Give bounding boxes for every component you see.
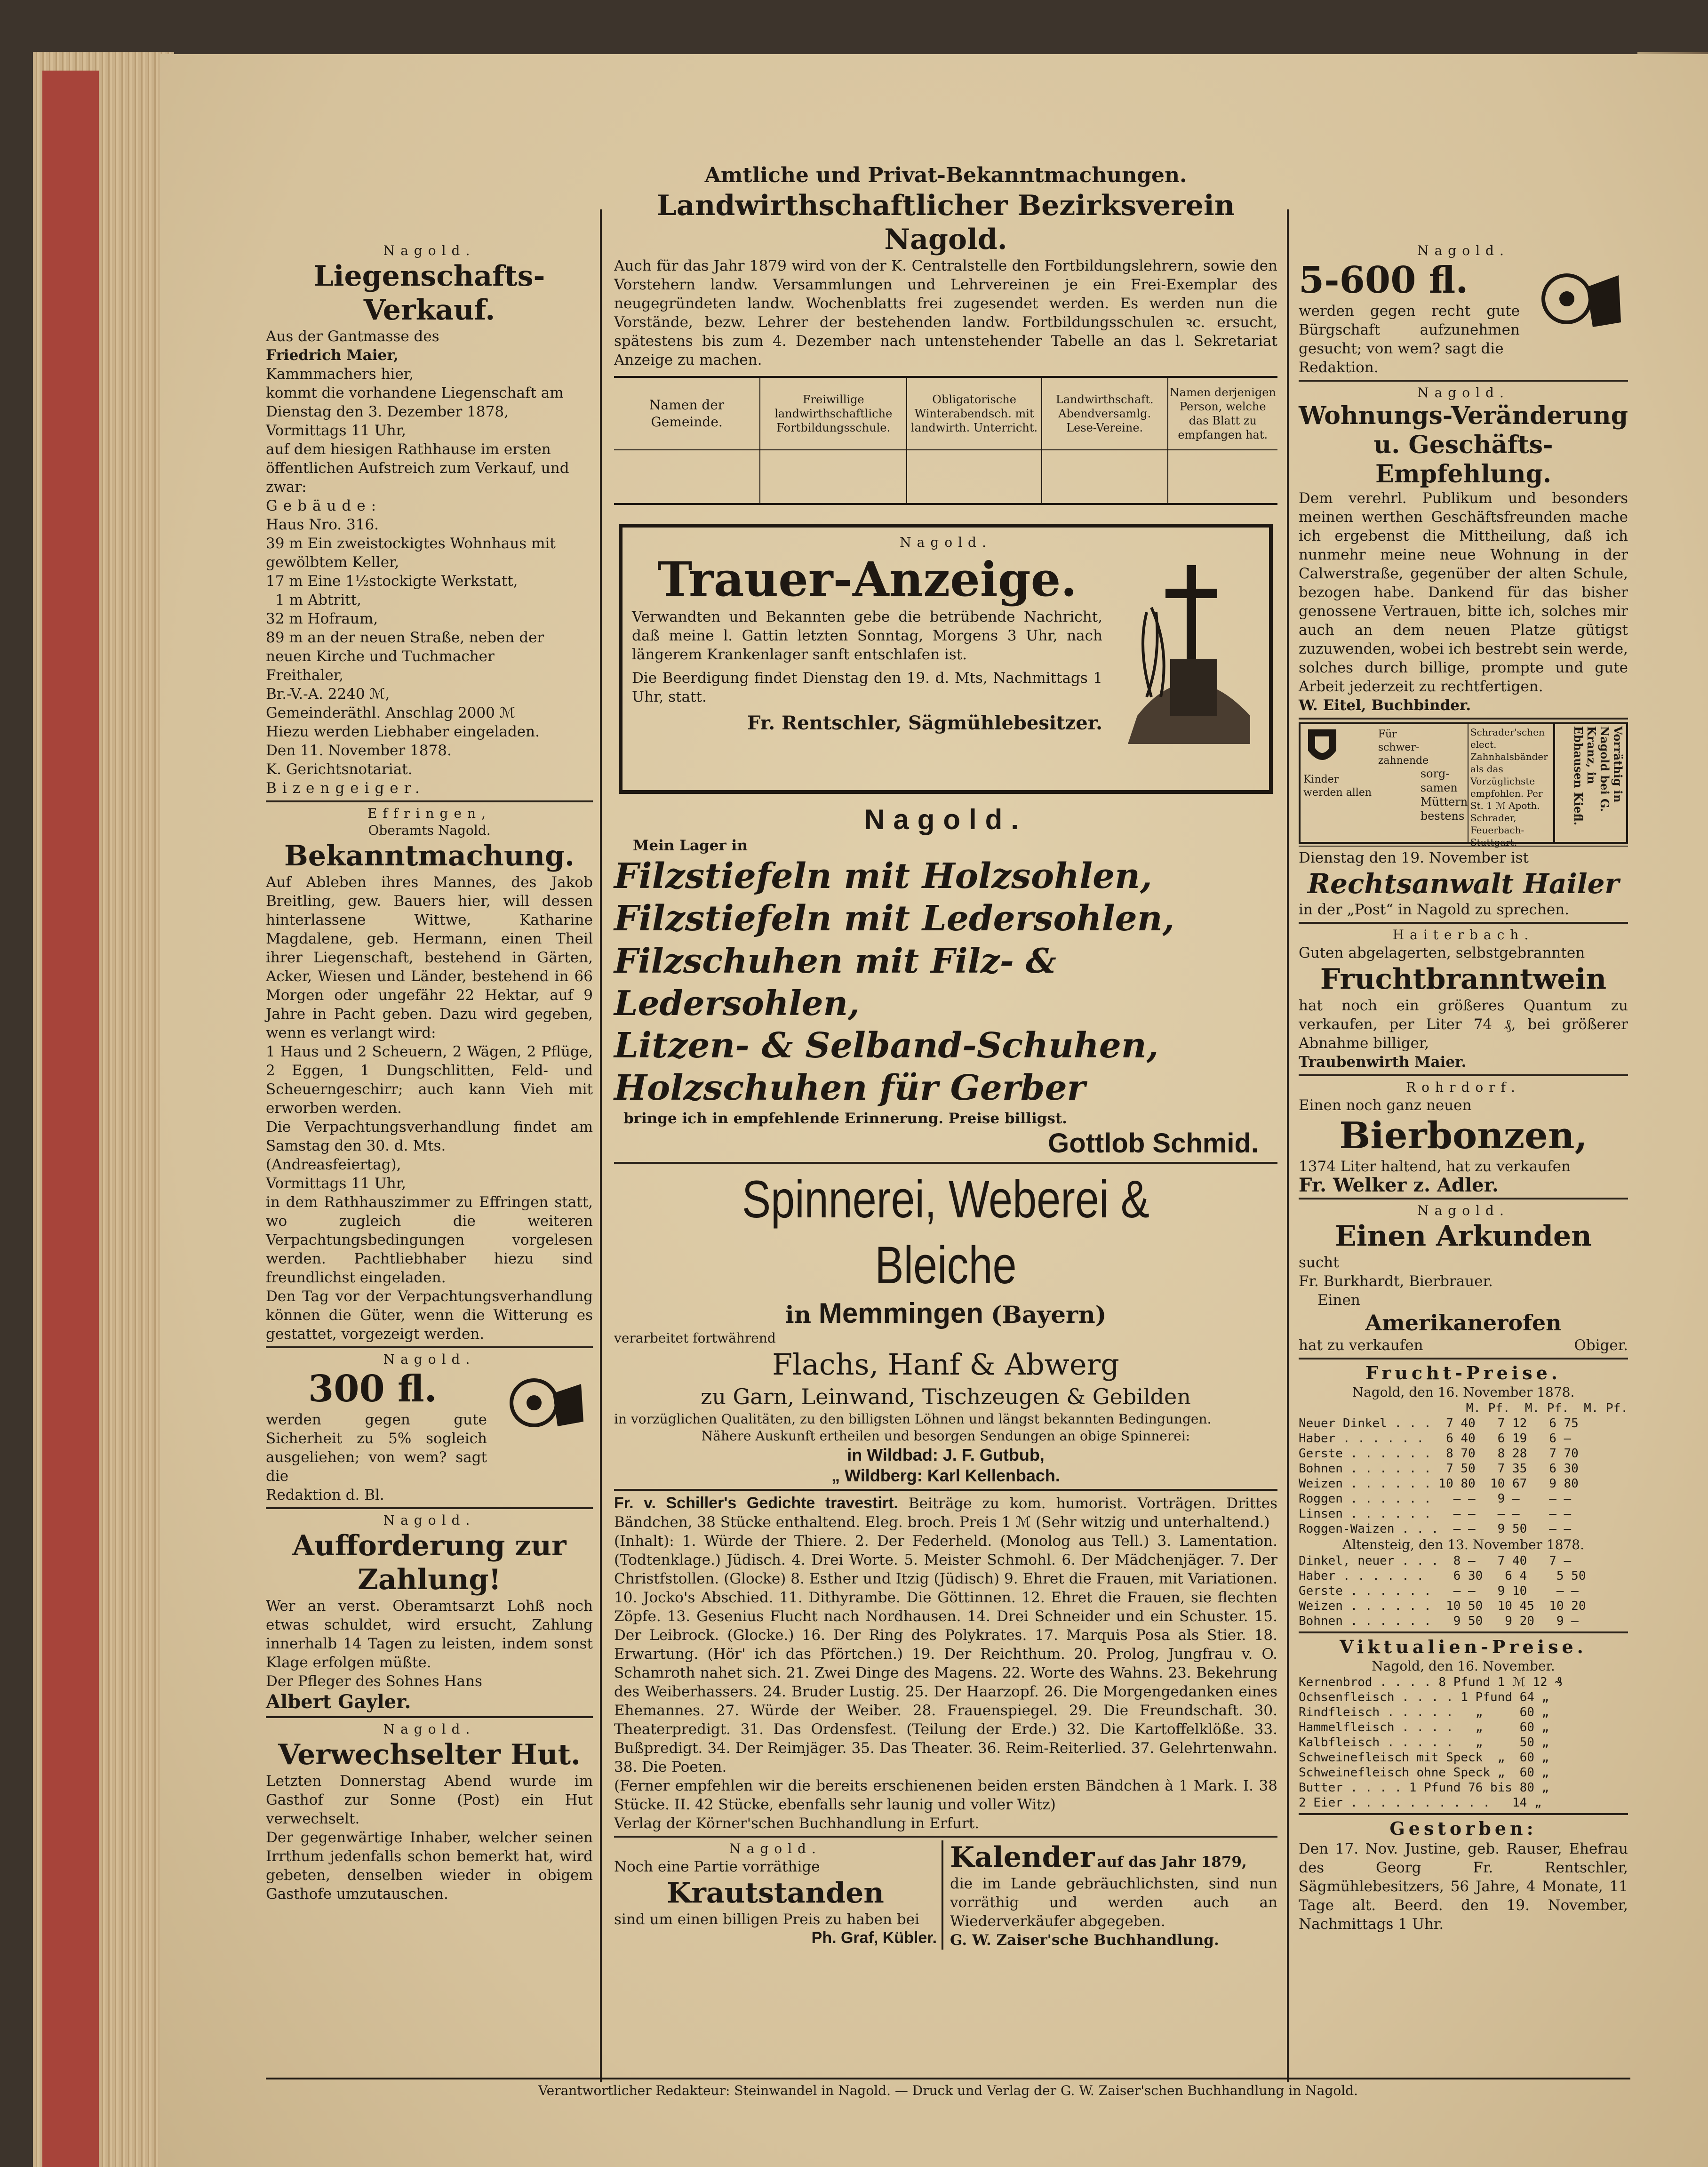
ad-title: Trauer-Anzeige.	[657, 552, 1077, 607]
ad-hut	[266, 1721, 593, 1903]
ad-title: Landwirthschaftlicher Bezirksverein Nagold.	[656, 189, 1235, 256]
place-label: Nagold.	[1417, 243, 1509, 258]
ad-title: Fr. v. Schiller's Gedichte travestirt.	[614, 1494, 898, 1512]
divider	[266, 800, 593, 802]
ad-title: Rechtsanwalt Hailer	[1307, 868, 1620, 900]
ad-schrader	[1299, 722, 1628, 848]
text-line: Gebäude:	[266, 497, 382, 514]
ad-schmid	[614, 803, 1277, 1159]
text-line: Gemeinderäthl. Anschlag 2000 ℳ	[266, 704, 515, 721]
ad-body: Wer an verst. Oberamtsarzt Lohß noch etwas schuldet, wird ersucht, Zahlung innerhalb 14 Tagen zu leisten, indem sonst Klage erfolgen müßte.	[266, 1598, 593, 1671]
place-label: Nagold.	[729, 1841, 822, 1856]
price-date: Nagold, den 16. November.	[1372, 1658, 1555, 1674]
signature: Fr. Rentschler, Sägmühlebesitzer.	[747, 712, 1102, 734]
price-row: 2 Eier . . . . . . . . . . 14 „	[1299, 1796, 1542, 1810]
text-line: zwar:	[266, 479, 307, 496]
text-line: neuen Kirche und Tuchmacher	[266, 648, 495, 665]
table-header: Landwirthschaft. Abendversamlg. Lese-Vereine.	[1042, 377, 1168, 450]
schrader-mid	[1421, 724, 1468, 842]
text-line: Kammmachers hier,	[266, 366, 414, 383]
table-row	[614, 450, 1277, 504]
text-line: (Andreasfeiertag),	[266, 1156, 401, 1173]
ad-body: Die Beerdigung findet Dienstag den 19. d. Mts, Nachmittags 1 Uhr, statt.	[632, 670, 1102, 705]
ad-body: Der gegenwärtige Inhaber, welcher seinen Irrthum jedenfalls schon bemerkt hat, wird gebeten, denselben wieder in obigem Gasthofe umzutauschen.	[266, 1829, 593, 1903]
text-line: 1 m Abtritt,	[275, 592, 362, 608]
ad-body: hat noch ein größeres Quantum zu verkaufen, per Liter 74 ₰, bei größerer Abnahme billiger,	[1299, 997, 1628, 1052]
price-row: Ochsenfleisch . . . . 1 Pfund 64 „	[1299, 1690, 1549, 1704]
ad-body: Auf Ableben ihres Mannes, des Jakob Breitling, gew. Bauers hier, will dessen hinterlassene Wittwe, Katharine Magdalene, geb. Hermann, einen Theil ihrer Liegenschaft, bestehend in Gärten, Acker, Wiesen und Länder, bestehend in 66 Morgen oder ungefähr 22 Hektar, auf 9 Jahre in Pacht geben. Dazu wird gegeben, wenn es verlangt wird:	[266, 874, 593, 1041]
ad-aufforderung	[266, 1512, 593, 1713]
column-rule-left	[600, 209, 602, 2082]
text-line: Hiezu werden Liebhaber eingeladen.	[266, 723, 540, 740]
ad-title: Fruchtbranntwein	[1320, 963, 1607, 996]
ad-title: Verwechselter Hut.	[278, 1738, 581, 1771]
divider	[1299, 718, 1628, 720]
ad-branntwein	[1299, 927, 1628, 1072]
text-line: Müttern	[1420, 795, 1468, 808]
text-line: 89 m an der neuen Straße, neben der	[266, 629, 544, 646]
place-label: Nagold.	[383, 1351, 476, 1367]
price-row: Gerste . . . . . . — — 9 10 — —	[1299, 1584, 1579, 1598]
signature: Albert Gayler.	[266, 1691, 411, 1713]
price-row: Schweinefleisch mit Speck „ 60 „	[1299, 1751, 1549, 1765]
shield-icon	[1303, 727, 1341, 769]
place-label: Rohrdorf.	[1406, 1080, 1521, 1095]
ad-title: Wohnungs-Veränderung u. Geschäfts-Empfehlung.	[1299, 401, 1628, 488]
table-header-row	[614, 377, 1277, 450]
ad-title: Einen Arkunden	[1335, 1220, 1592, 1253]
text-line: Friedrich Maier,	[266, 347, 399, 364]
ad-title: Liegenschafts-Verkauf.	[313, 260, 545, 327]
table-header: Obligatorische Winterabendsch. mit landwirth. Unterricht.	[907, 377, 1042, 450]
text-line: verarbeitet fortwährend	[614, 1330, 776, 1346]
schrader-mid-top	[1378, 724, 1429, 842]
text-line: Für	[1378, 728, 1397, 740]
trauer-anzeige	[619, 524, 1273, 794]
product-line: zu Garn, Leinwand, Tischzeugen & Gebilden	[701, 1384, 1191, 1409]
section-header: Amtliche und Privat-Bekanntmachungen.	[704, 163, 1187, 187]
ad-body: sind um einen billigen Preis zu haben bei	[614, 1911, 920, 1928]
text-line: in vorzüglichen Qualitäten, zu den billigsten Löhnen und längst bekannten Bedingungen.	[614, 1411, 1212, 1427]
ad-kalender	[943, 1840, 1277, 1950]
text-line: Guten abgelagerten, selbstgebrannten	[1299, 944, 1585, 961]
divider	[1299, 1198, 1628, 1199]
divider	[1299, 846, 1628, 847]
place-label: Nagold.	[383, 1512, 476, 1528]
text-line: sucht	[1299, 1254, 1339, 1271]
text-line: 1374 Liter haltend, hat zu verkaufen	[1299, 1158, 1571, 1175]
text-line: Der Pfleger des Sohnes Hans	[266, 1673, 482, 1690]
ad-title: Bierbonzen,	[1339, 1114, 1588, 1157]
ad-body: (Inhalt): 1. Würde der Thiere. 2. Der Federheld. (Monolog aus Tell.) 3. Lamentation. (Todtenklage.) Jüdisch. 4. Drei Worte. 5. Meister Schmohl. 6. Der Mädchenjäger. 7. Der Christfstollen. (Glocke) 8. Esther und Itzig (Jüdisch) 9. Ehret die Frauen, mit Variationen. 10. Jocko's Abschied. 11. Dithyrambe. Die Göttinnen. 12. Ehret die Frauen, sie flechten Zöpfe. 13. Gesenius Flucht nach Nordhausen. 14. Drei Schneider und ein Schuster. 15. Der Leibrock. (Glocke.) 16. Der Ring des Polykrates. 17. Marquis Posa als Stier. 18. Erwartung. (Hör' ich das Pförtchen.) 19. Der Reichthum. 20. Prolog, Jungfrau v. O. Schamroth nahet sich. 21. Zwei Dinge des Magens. 22. Worte des Wahns. 23. Bekehrung des Weiberhassers. 24. Bruder Lustig. 25. Der Haarzopf. 26. Die Morgengedanken eines Ehemannes. 27. Würde der Weiber. 28. Frauenspiegel. 29. Die Freundschaft. 30. Theaterpredigt. 31. Das Ordensfest. (Teilung der Erde.) 32. Die Kartoffelklöße. 33. Bußpredigt. 34. Der Reimjäger. 35. Das Theater. 36. Reim-Reiterlied. 37. Gelehrtenwahn. 38. Die Poeten.	[614, 1533, 1277, 1775]
text-line: bestens	[1420, 809, 1465, 823]
text-line: bringe ich in empfehlende Erinnerung. Preise billigst.	[623, 1110, 1067, 1127]
ad-spinnerei	[614, 1167, 1277, 1486]
signature: Redaktion.	[1299, 359, 1379, 376]
divider	[1299, 1813, 1628, 1815]
ad-body: in dem Rathhauszimmer zu Effringen statt, wo zugleich die weiteren Verpachtungsbedingungen vorgelesen werden. Pachtliebhaber hiezu sind freundlichst eingeladen.	[266, 1194, 593, 1286]
text-line: Einen noch ganz neuen	[1299, 1097, 1472, 1114]
price-row: Dinkel, neuer . . . 8 — 7 40 7 —	[1299, 1554, 1572, 1568]
agent-line: „ Wildberg: Karl Kellenbach.	[831, 1466, 1060, 1485]
price-row: Bohnen . . . . . . 9 50 9 20 9 —	[1299, 1614, 1579, 1628]
ad-title: Nagold.	[864, 804, 1027, 835]
text-line: 32 m Hofraum,	[266, 610, 378, 627]
price-row: Neuer Dinkel . . . 7 40 7 12 6 75	[1299, 1416, 1579, 1431]
hand-pointer-icon	[1534, 261, 1623, 346]
text-line: (Bayern)	[990, 1301, 1107, 1328]
divider	[266, 1346, 593, 1348]
place-label: Nagold.	[383, 243, 476, 258]
ad-body: Den Tag vor der Verpachtungsverhandlung können die Güter, wenn die Witterung es gestattet, vorgezeigt werden.	[266, 1288, 593, 1343]
ad-title: Amerikanerofen	[1365, 1310, 1562, 1335]
ad-hailer	[1299, 848, 1628, 919]
ad-title: 300 fl.	[308, 1367, 437, 1410]
ad-300fl	[266, 1351, 593, 1504]
units-header: M. Pf. M. Pf. M. Pf.	[1466, 1401, 1628, 1415]
ad-title: Aufforderung zur Zahlung!	[292, 1529, 567, 1596]
city-name: Memmingen	[818, 1297, 983, 1329]
ad-wohnung	[1299, 384, 1628, 715]
text-line: Noch eine Partie vorräthige	[614, 1858, 820, 1875]
product-line: Filzstiefeln mit Ledersohlen,	[614, 898, 1175, 939]
product-line: Holzschuhen für Gerber	[614, 1068, 1085, 1108]
divider	[614, 1836, 1277, 1838]
price-row: Rindfleisch . . . . . „ 60 „	[1299, 1705, 1549, 1719]
price-row: Butter . . . . 1 Pfund 76 bis 80 „	[1299, 1781, 1549, 1795]
text-line: Aus der Gantmasse des	[266, 328, 439, 345]
product-line: Filzstiefeln mit Holzsohlen,	[614, 856, 1152, 896]
price-row: Haber . . . . . . 6 30 6 4 5 50	[1299, 1569, 1586, 1583]
signature: W. Eitel, Buchbinder.	[1299, 697, 1471, 714]
text-line: Vormittags 11 Uhr,	[266, 1175, 406, 1192]
ad-arkunden	[1299, 1202, 1628, 1355]
ad-body: werden gegen recht gute Bürgschaft aufzunehmen gesucht; von wem? sagt die	[1299, 303, 1520, 357]
text-line: Haus Nro. 316.	[266, 516, 379, 533]
text-line: Freithaler,	[266, 667, 344, 684]
divider	[266, 1507, 593, 1509]
ad-body: Letzten Donnerstag Abend wurde im Gasthof zur Sonne (Post) ein Hut verwechselt.	[266, 1773, 593, 1827]
text-line: Dienstag den 19. November ist	[1299, 849, 1529, 866]
ad-bierbonzen	[1299, 1079, 1628, 1195]
text-line: K. Gerichtsnotariat.	[266, 761, 413, 778]
price-row: Weizen . . . . . . 10 50 10 45 10 20	[1299, 1599, 1586, 1613]
table-header: Freiwillige landwirthschaftliche Fortbildungsschule.	[760, 377, 907, 450]
ad-body: Die Verpachtungsverhandlung findet am Samstag den 30. d. Mts.	[266, 1119, 593, 1154]
ad-body: (Ferner empfehlen wir die bereits erschienenen beiden ersten Bändchen à 1 Mark. I. 38 Stücke. II. 42 Stücke, ebenfalls sehr launig und voller Witz)	[614, 1777, 1277, 1813]
ad-body: die im Lande gebräuchlichsten, sind nun vorräthig und werden auch an Wiederverkäufer abgegeben.	[950, 1875, 1277, 1930]
text-line: Kinder werden allen	[1303, 774, 1372, 799]
divider	[1299, 1074, 1628, 1076]
divider	[614, 1489, 1277, 1491]
ad-title: Spinnerei, Weberei & Bleiche	[742, 1170, 1150, 1295]
cover-edge	[42, 71, 99, 2167]
price-date: Altensteig, den 13. November 1878.	[1342, 1537, 1584, 1552]
ad-krautstanden	[614, 1840, 943, 1950]
schrader-left	[1301, 724, 1378, 842]
hand-pointer-icon	[501, 1365, 586, 1445]
text-line: hat zu verkaufen	[1299, 1337, 1423, 1354]
text-line: Fr. Burkhardt, Bierbrauer.	[1299, 1273, 1493, 1290]
price-row: Kernenbrod . . . . 8 Pfund 1 ℳ 12 ₰	[1299, 1675, 1563, 1689]
place-label: Effringen,	[367, 806, 491, 821]
imprint: Verantwortlicher Redakteur: Steinwandel in Nagold. — Druck und Verlag der G. W. Zaiser'schen Buchhandlung in Nagold.	[538, 2083, 1358, 2098]
text-line: Nähere Auskunft ertheilen und besorgen Sendungen an obige Spinnerei:	[701, 1428, 1190, 1444]
signature: Fr. Welker z. Adler.	[1299, 1174, 1499, 1196]
price-row: Linsen . . . . . . — — — — — —	[1299, 1507, 1572, 1521]
product-line: Litzen- & Selband-Schuhen,	[614, 1025, 1159, 1066]
divider	[1299, 380, 1628, 382]
ad-body: Dem verehrl. Publikum und besonders meinen werthen Geschäftsfreunden mache ich ergebenst die Mittheilung, daß ich nunmehr meine neue Wohnung in der Calwerstraße, gegenüber der alten Schule, bezogen habe. Dankend für das bisher genossene Vertrauen, bitte ich, solches mir auch an dem neuen Platze gütigst zuzuwenden, wobei ich bestrebt sein werde, solches durch billige, prompte und gute Arbeit jederzeit zu rechtfertigen.	[1299, 490, 1628, 695]
text-line: Dienstag den 3. Dezember 1878,	[266, 403, 509, 420]
place-sub: Oberamts Nagold.	[368, 823, 491, 838]
ad-title: Bekanntmachung.	[284, 840, 575, 872]
schrader-text: Schrader'schen elect. Zahnhalsbänder als das Vorzüglichste empfohlen. Per St. 1 ℳ Apoth. Schrader, Feuerbach-Stuttgart.	[1468, 724, 1553, 842]
signature: Traubenwirth Maier.	[1299, 1054, 1467, 1071]
report-table	[614, 376, 1277, 505]
signature: Ph. Graf, Kübler.	[811, 1929, 937, 1947]
frucht-preise	[1299, 1362, 1628, 1629]
text-line: auf das Jahr 1879,	[1097, 1854, 1247, 1871]
ad-body: werden gegen gute Sicherheit zu 5% sogleich ausgeliehen; von wem? sagt die	[266, 1411, 487, 1485]
signature: G. W. Zaiser'sche Buchhandlung.	[950, 1932, 1219, 1949]
ad-liegenschaft	[266, 242, 593, 798]
ad-body: Beiträge zu kom. humorist. Vorträgen. Drittes Bändchen, 38 Stücke enthaltend. Eleg. broch. Preis 1 ℳ (Sehr witzig und unterhaltend.)	[614, 1495, 1277, 1531]
place-label: Nagold.	[1417, 385, 1509, 400]
text-line: auf dem hiesigen Rathhause im ersten	[266, 441, 551, 458]
place-label: Nagold.	[1417, 1203, 1509, 1218]
ad-body: 1 Haus und 2 Scheuern, 2 Wägen, 2 Pflüge, 2 Eggen, 1 Dungschlitten, Feld- und Scheuerngeschirr; auch kann Vieh mit erworben werden.	[266, 1043, 593, 1117]
text-line: kommt die vorhandene Liegenschaft am	[266, 384, 564, 401]
agent-line: in Wildbad: J. F. Gutbub,	[847, 1445, 1045, 1464]
left-column	[266, 242, 593, 1903]
ad-5600fl	[1299, 242, 1628, 377]
right-column	[1299, 242, 1628, 1934]
table-header: Namen derjenigen Person, welche das Blatt zu empfangen hat.	[1168, 377, 1277, 450]
price-row: Bohnen . . . . . . 7 50 7 35 6 30	[1299, 1462, 1579, 1476]
text-line: 39 m Ein zweistockigtes Wohnhaus mit	[266, 535, 556, 552]
price-row: Hammelfleisch . . . . „ 60 „	[1299, 1720, 1549, 1735]
price-row: Haber . . . . . . 6 40 6 19 6 —	[1299, 1431, 1572, 1446]
section-title: Viktualien-Preise.	[1340, 1636, 1587, 1657]
obituary-text: Den 17. Nov. Justine, geb. Rauser, Ehefrau des Georg Fr. Rentschler, Sägmühlebesitzers, 56 Jahre, 4 Monate, 11 Tage alt. Beerd. den 19. November, Nachmittags 1 Uhr.	[1299, 1840, 1628, 1933]
text-line: sorg-	[1420, 767, 1450, 780]
text-line: 17 m Eine 1½stockigte Werkstatt,	[266, 573, 518, 590]
column-rule-right	[1287, 209, 1289, 2082]
text-line: samen	[1420, 781, 1458, 794]
price-date: Nagold, den 16. November 1878.	[1352, 1384, 1575, 1400]
divider	[1299, 1358, 1628, 1359]
ad-title: Krautstanden	[667, 1877, 884, 1910]
text-line: Einen	[1317, 1292, 1360, 1309]
ad-bekanntmachung	[266, 805, 593, 1343]
section-title: Gestorben:	[1389, 1818, 1537, 1839]
price-row: Roggen-Waizen . . . — — 9 50 — —	[1299, 1522, 1572, 1536]
vertical-text: Vorräthig in Nagold bei G. Kranz, in Ebhausen Kiefl.	[1553, 724, 1626, 842]
text-line: Vormittags 11 Uhr,	[266, 422, 406, 439]
divider	[1299, 1631, 1628, 1633]
text-line: Mein Lager in	[633, 837, 748, 854]
signature: Obiger.	[1574, 1337, 1628, 1354]
grave-cross-icon	[1118, 556, 1260, 753]
footer	[266, 2078, 1630, 2099]
text-line: schwer-	[1378, 742, 1420, 753]
price-row: Roggen . . . . . . — — 9 — — —	[1299, 1492, 1572, 1506]
price-row: Gerste . . . . . . 8 70 8 28 7 70	[1299, 1447, 1579, 1461]
divider	[614, 1162, 1277, 1164]
text-line: öffentlichen Aufstreich zum Verkauf, und	[266, 460, 569, 477]
ad-schiller	[614, 1494, 1277, 1833]
section-title: Frucht-Preise.	[1365, 1362, 1562, 1383]
signature: Redaktion d. Bl.	[266, 1487, 384, 1503]
ad-title: Kalender	[950, 1841, 1095, 1874]
table-header: Namen der Gemeinde.	[614, 377, 760, 450]
text-line: Br.-V.-A. 2240 ℳ,	[266, 686, 390, 703]
divider	[1299, 922, 1628, 924]
signature: Bizengeiger.	[266, 780, 425, 797]
text-line: Den 11. November 1878.	[266, 742, 452, 759]
ad-body: Verwandten und Bekannten gebe die betrübende Nachricht, daß meine l. Gattin letzten Sonntag, Morgens 3 Uhr, nach längerem Krankenlager sanft entschlafen ist.	[632, 608, 1102, 663]
place-label: Nagold.	[900, 535, 992, 550]
gestorben	[1299, 1818, 1628, 1934]
divider	[266, 1716, 593, 1718]
product-line: Filzschuhen mit Filz- & Ledersohlen,	[614, 941, 1056, 1023]
viktualien-preise	[1299, 1636, 1628, 1810]
text-line: in der „Post“ in Nagold zu sprechen.	[1299, 901, 1570, 918]
place-label: Nagold.	[383, 1721, 476, 1737]
text-line: zahnende	[1378, 755, 1429, 767]
signature: Gottlob Schmid.	[1048, 1128, 1259, 1159]
text-line: in	[785, 1301, 811, 1328]
ad-title: 5-600 fl.	[1299, 259, 1469, 302]
price-row: Schweinefleisch ohne Speck „ 60 „	[1299, 1766, 1549, 1780]
bottom-ads	[614, 1840, 1277, 1950]
text-line: gewölbtem Keller,	[266, 554, 399, 571]
product-line: Flachs, Hanf & Abwerg	[772, 1347, 1119, 1382]
signature: Verlag der Körner'schen Buchhandlung in Erfurt.	[614, 1815, 980, 1832]
ad-body: Auch für das Jahr 1879 wird von der K. Centralstelle den Fortbildungslehrern, sowie den Vorstehern landw. Versammlungen und Lehrvereinen je ein Frei-Exemplar des neugegründeten landw. Wochenblatts frei zugesendet werden. Es werden nun die Vorstände, bezw. Lehrer der bestehenden landw. Fortbildungsschulen ꝛc. ersucht, spätestens bis zum 4. Dezember nach untenstehender Tabelle an das l. Sekretariat Anzeige zu machen.	[614, 257, 1277, 368]
price-row: Kalbfleisch . . . . . „ 50 „	[1299, 1735, 1549, 1750]
place-label: Haiterbach.	[1392, 927, 1534, 943]
middle-column	[614, 162, 1277, 1950]
newspaper-page	[160, 54, 1694, 2167]
price-row: Weizen . . . . . . 10 80 10 67 9 80	[1299, 1477, 1579, 1491]
